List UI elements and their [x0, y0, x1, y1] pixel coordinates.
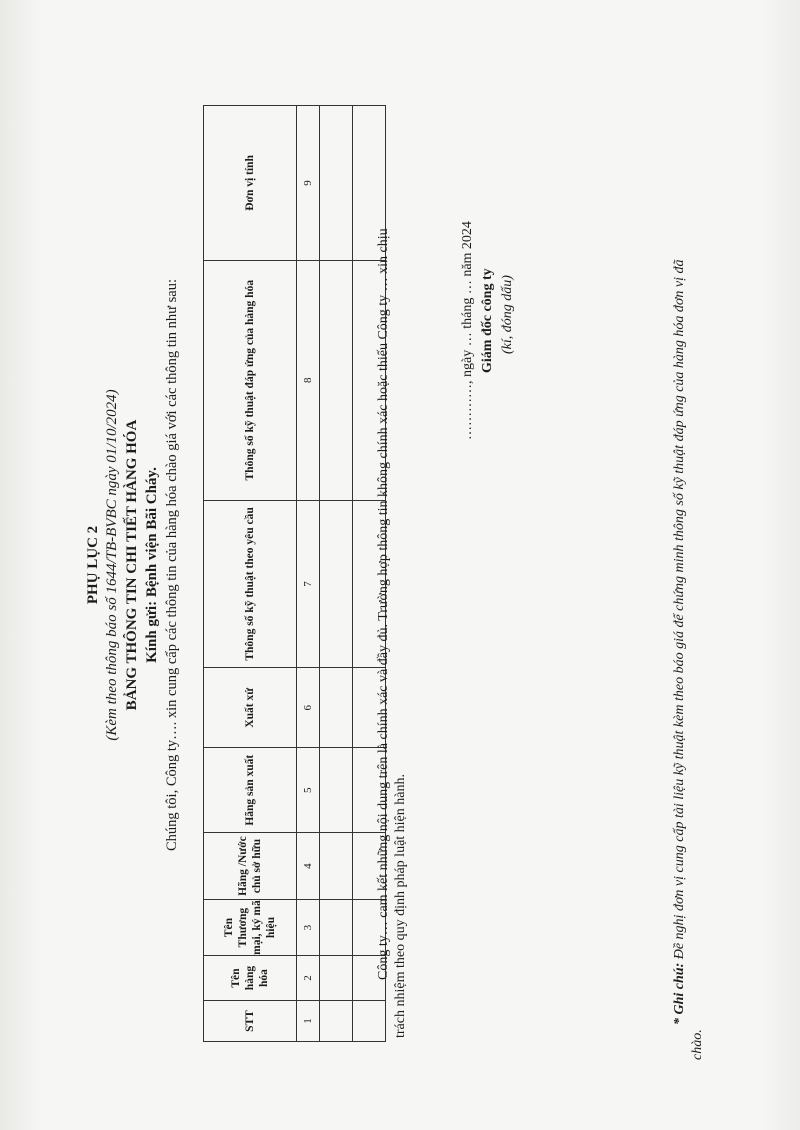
table-cell: [320, 106, 353, 261]
column-number: 2: [297, 956, 320, 1001]
header-goods-name: Tên hàng hóa: [204, 956, 297, 1001]
header-required-specs: Thông số kỹ thuật theo yêu cầu: [204, 500, 297, 668]
column-number: 8: [297, 260, 320, 500]
signature-instruction: (kí, đóng dấu): [500, 275, 515, 354]
header-unit: Đơn vị tính: [204, 106, 297, 261]
commitment-line-2: trách nhiệm theo quy định pháp luật hiện hành.: [393, 774, 408, 1038]
table-cell: [320, 956, 353, 1001]
intro-paragraph: Chúng tôi, Công ty…. xin cung cấp các thông tin của hàng hóa chào giá với các thông tin như sau:: [164, 278, 180, 852]
column-number: 4: [297, 833, 320, 900]
table-row: [297, 106, 320, 1042]
table-cell: [320, 833, 353, 900]
commitment-line-1: Công ty… cam kết những nội dung trên là chính xác và đầy đủ. Trường hợp thông tin không chính xác hoặc thiếu Công ty … xin chịu: [376, 228, 391, 980]
table-cell: [320, 500, 353, 668]
table-cell: [320, 668, 353, 748]
header-origin: Xuất xứ: [204, 668, 297, 748]
document-title: BẢNG THÔNG TIN CHI TIẾT HÀNG HÓA: [124, 419, 140, 711]
header-owner: Hãng /Nước chủ sở hữu: [204, 833, 297, 900]
signature-role: Giám đốc công ty: [480, 268, 495, 373]
header-manufacturer: Hãng sản xuất: [204, 748, 297, 833]
table-row: [320, 106, 353, 1042]
column-number: 1: [297, 1001, 320, 1042]
table-cell: [320, 900, 353, 956]
column-number: 3: [297, 900, 320, 956]
column-number: 9: [297, 106, 320, 261]
header-stt: STT: [204, 1001, 297, 1042]
header-offered-specs: Thông số kỹ thuật đáp ứng của hàng hóa: [204, 260, 297, 500]
column-number: 7: [297, 500, 320, 668]
note-line-continued: chào.: [690, 1029, 705, 1060]
table-cell: [320, 260, 353, 500]
table-cell: [353, 1001, 386, 1042]
recipient-line: Kính gửi: Bệnh viện Bãi Cháy.: [144, 467, 160, 663]
note-line: [672, 260, 688, 1026]
header-trade-name: Tên Thương mại, ký mã hiệu: [204, 900, 297, 956]
table-header-row: [204, 106, 297, 1042]
column-number: 6: [297, 668, 320, 748]
note-label: * Ghi chú:: [672, 962, 687, 1025]
column-number: 5: [297, 748, 320, 833]
note-text: Đề nghị đơn vị cung cấp tài liệu kỹ thuật kèm theo báo giá để chứng minh thông số kỹ thuật đáp ứng của hàng hóa đơn vị đã: [672, 259, 687, 960]
table-cell: [320, 1001, 353, 1042]
appendix-title: PHỤ LỤC 2: [85, 525, 101, 605]
reference-line: (Kèm theo thông báo số 1644/TB-BVBC ngày 01/10/2024): [104, 389, 120, 741]
table-cell: [320, 748, 353, 833]
goods-table: [203, 105, 386, 1042]
signature-date: …………, ngày … tháng … năm 2024: [460, 221, 475, 440]
